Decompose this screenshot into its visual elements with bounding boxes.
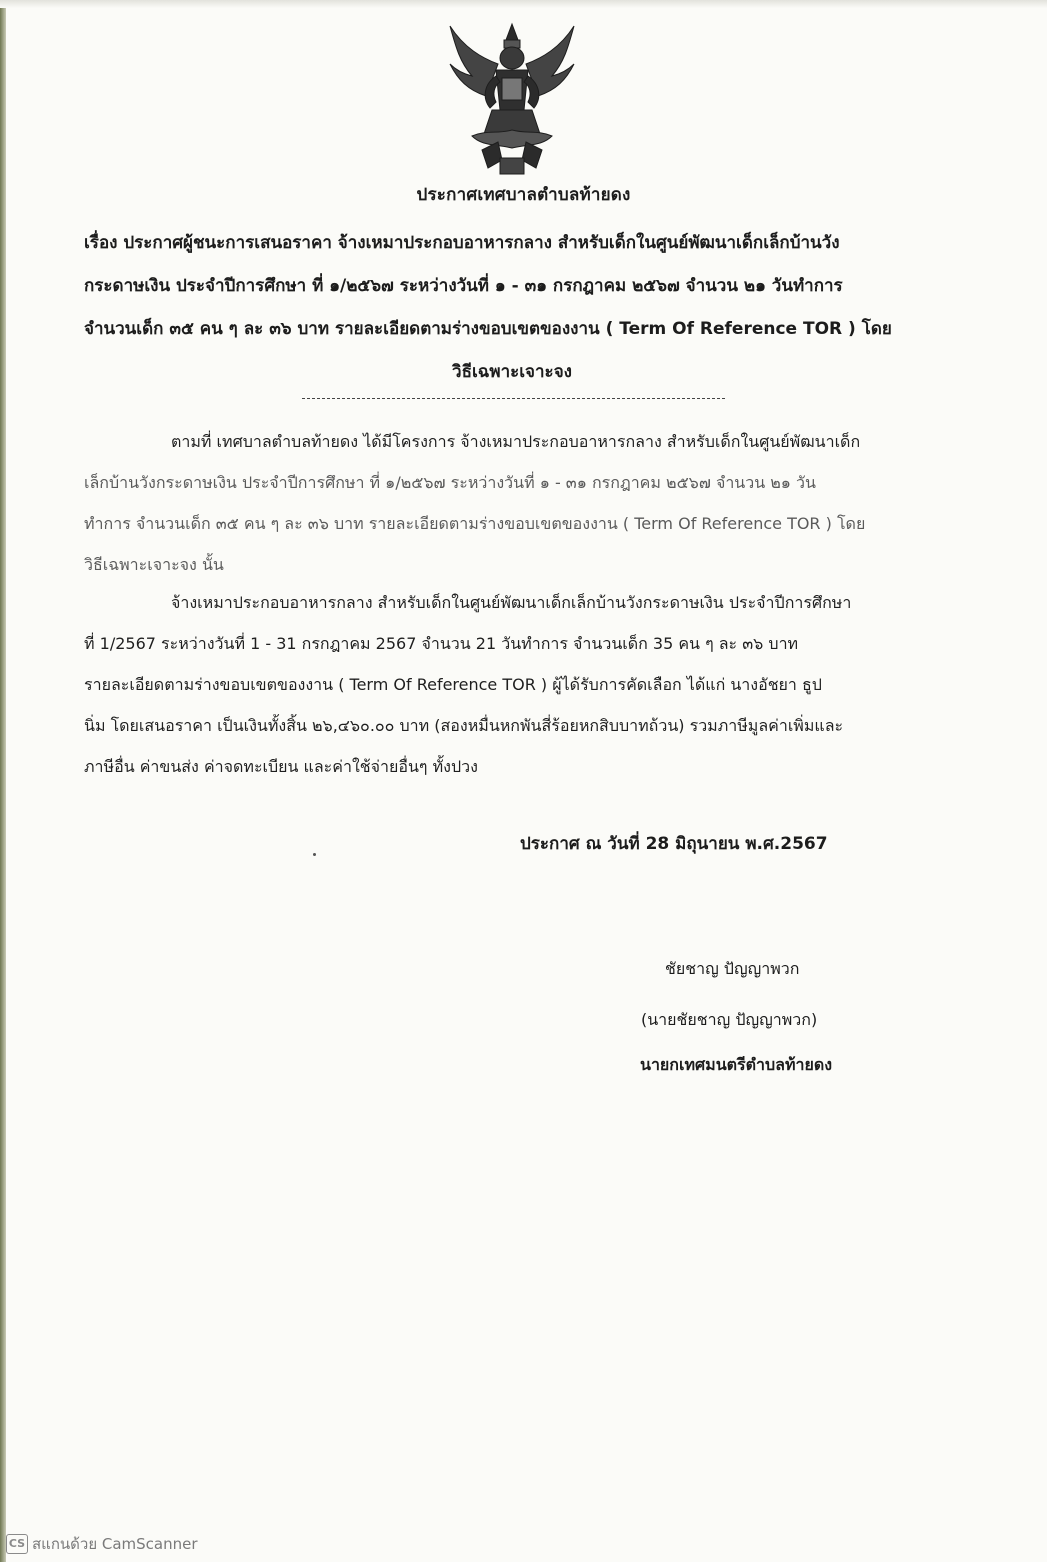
signature-signed-name: ชัยชาญ ปัญญาพวก xyxy=(665,959,800,978)
scan-top-edge xyxy=(0,0,1047,8)
paragraph-line: ทำการ จำนวนเด็ก ๓๕ คน ๆ ละ ๓๖ บาท รายละเอียดตามร่างขอบเขตของงาน ( Term Of Reference TOR ) โดย xyxy=(84,514,866,533)
subject-line: จำนวนเด็ก ๓๕ คน ๆ ละ ๓๖ บาท รายละเอียดตามร่างขอบเขตของงาน ( Term Of Reference TOR ) โดย xyxy=(84,319,892,339)
paragraph-line: ภาษีอื่น ค่าขนส่ง ค่าจดทะเบียน และค่าใช้จ่ายอื่นๆ ทั้งปวง xyxy=(84,757,478,776)
paragraph-1 xyxy=(84,421,940,585)
garuda-emblem-icon xyxy=(442,18,582,180)
paragraph-line: จ้างเหมาประกอบอาหารกลาง สำหรับเด็กในศูนย์พัฒนาเด็กเล็กบ้านวังกระดาษเงิน ประจำปีการศึกษา xyxy=(171,593,852,612)
paragraph-line: รายละเอียดตามร่างขอบเขตของงาน ( Term Of Reference TOR ) ผู้ได้รับการคัดเลือก ได้แก่ นางอัชยา ธูป xyxy=(84,675,822,694)
subject-line: วิธีเฉพาะเจาะจง xyxy=(452,362,572,382)
paragraph-line: ตามที่ เทศบาลตำบลท้ายดง ได้มีโครงการ จ้างเหมาประกอบอาหารกลาง สำหรับเด็กในศูนย์พัฒนาเด็ก xyxy=(171,432,861,451)
camscanner-watermark xyxy=(6,1532,198,1556)
document-title: ประกาศเทศบาลตำบลท้ายดง xyxy=(416,185,631,205)
scan-speck xyxy=(313,853,316,856)
scan-left-edge xyxy=(0,0,6,1562)
signature-position: นายกเทศมนตรีตำบลท้ายดง xyxy=(640,1055,833,1074)
dashed-divider xyxy=(302,398,725,399)
signature-full-name: (นายชัยชาญ ปัญญาพวก) xyxy=(641,1010,818,1029)
watermark-text: สแกนด้วย CamScanner xyxy=(32,1535,198,1553)
paragraph-line: วิธีเฉพาะเจาะจง นั้น xyxy=(84,555,224,574)
paragraph-line: เล็กบ้านวังกระดาษเงิน ประจำปีการศึกษา ที่ ๑/๒๕๖๗ ระหว่างวันที่ ๑ - ๓๑ กรกฎาคม ๒๕๖๗ จำนวน ๒๑ วัน xyxy=(84,473,816,492)
subject-line: เรื่อง ประกาศผู้ชนะการเสนอราคา จ้างเหมาประกอบอาหารกลาง สำหรับเด็กในศูนย์พัฒนาเด็กเล็กบ้านวัง xyxy=(84,233,840,253)
camscanner-icon: CS xyxy=(6,1534,28,1554)
subject-line: กระดาษเงิน ประจำปีการศึกษา ที่ ๑/๒๕๖๗ ระหว่างวันที่ ๑ - ๓๑ กรกฎาคม ๒๕๖๗ จำนวน ๒๑ วันทำการ xyxy=(84,276,843,296)
announcement-date: ประกาศ ณ วันที่ 28 มิถุนายน พ.ศ.2567 xyxy=(520,834,828,854)
paragraph-2 xyxy=(84,582,940,787)
paragraph-line: นิ่ม โดยเสนอราคา เป็นเงินทั้งสิ้น ๒๖,๔๖๐.๐๐ บาท (สองหมื่นหกพันสี่ร้อยหกสิบบาทถ้วน) รวมภาษีมูลค่าเพิ่มและ xyxy=(84,716,844,735)
subject-block xyxy=(84,222,940,394)
paragraph-line: ที่ 1/2567 ระหว่างวันที่ 1 - 31 กรกฎาคม 2567 จำนวน 21 วันทำการ จำนวนเด็ก 35 คน ๆ ละ ๓๖ บาท xyxy=(84,634,799,653)
